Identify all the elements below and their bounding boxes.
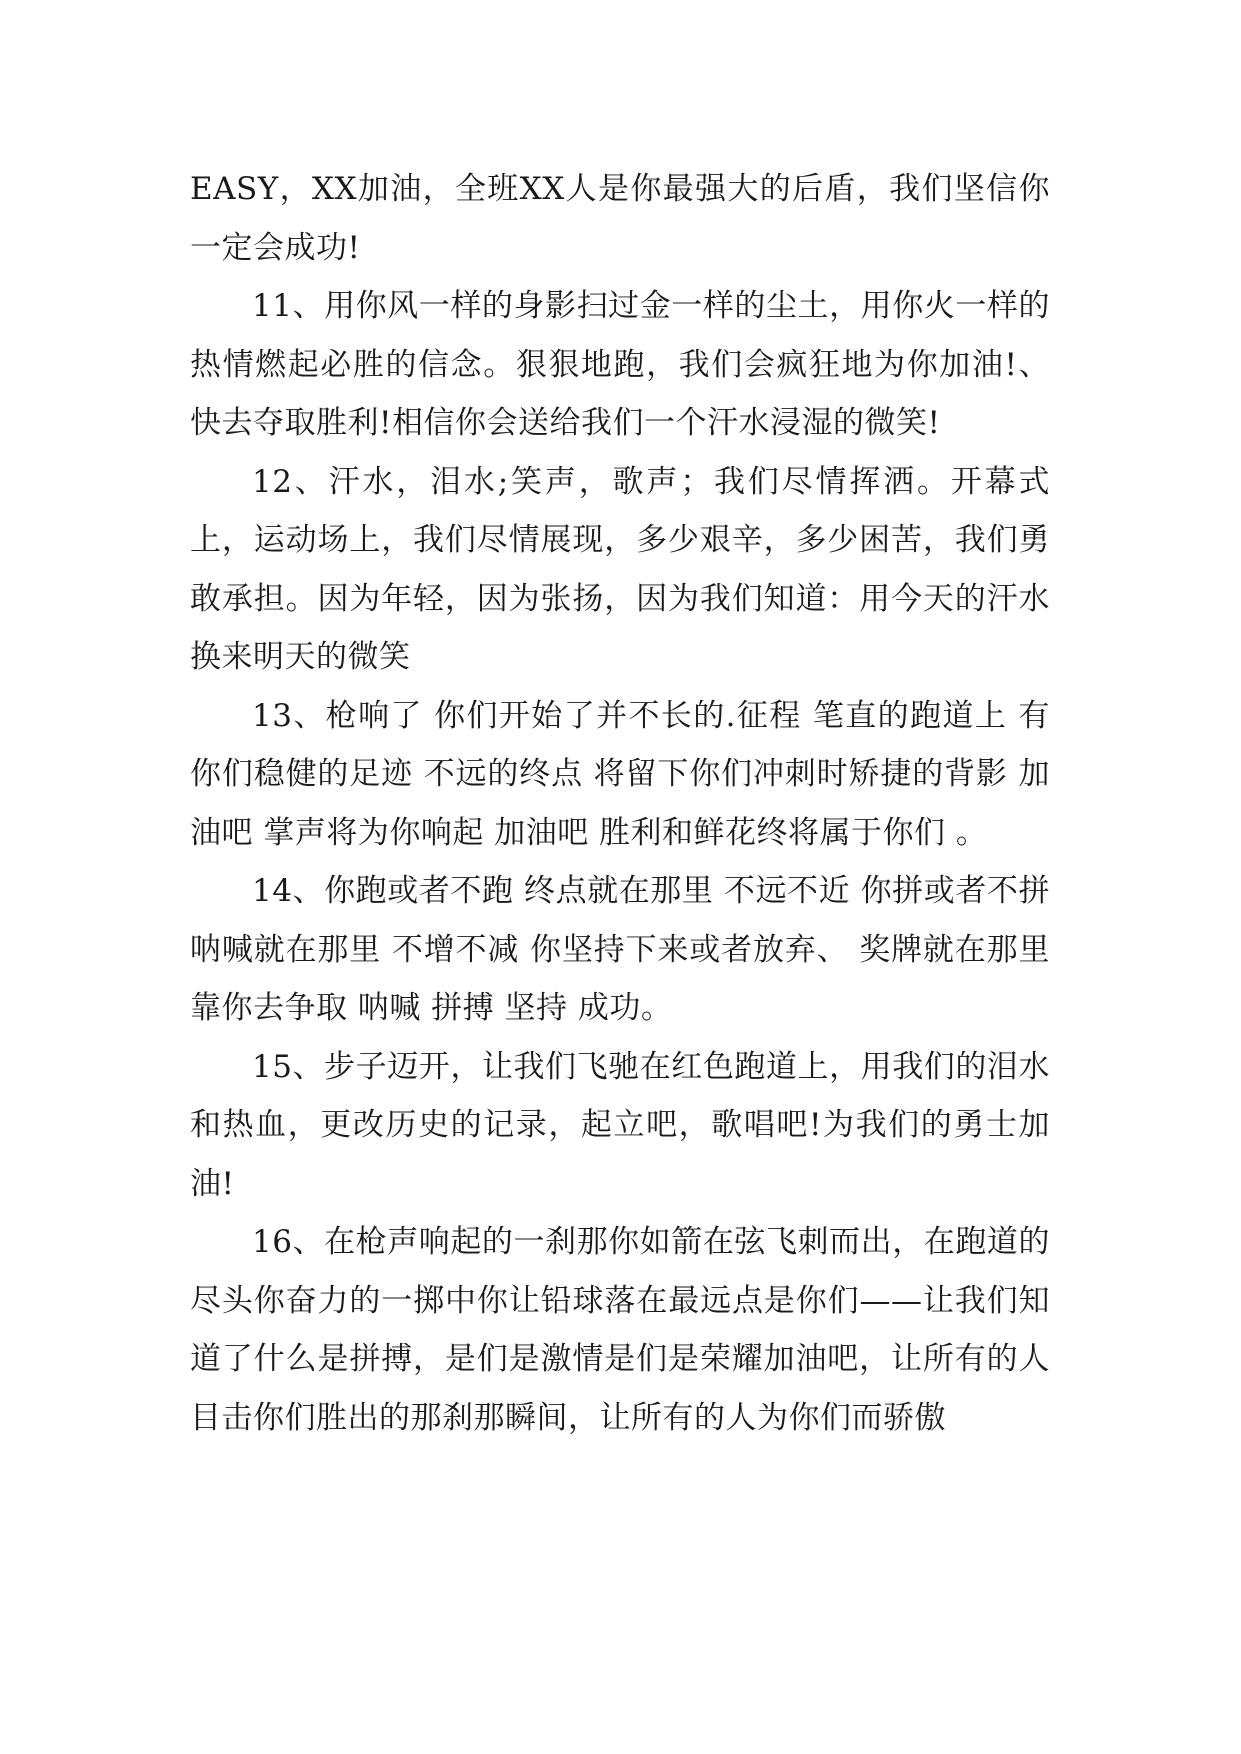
paragraph-11: 11、用你风一样的身影扫过金一样的尘土，用你火一样的热情燃起必胜的信念。狠狠地跑，我们会疯狂地为你加油!、快去夺取胜利!相信你会送给我们一个汗水浸湿的微笑!: [190, 288, 1050, 441]
document-body: [190, 160, 1050, 1447]
paragraph-15: 15、步子迈开，让我们飞驰在红色跑道上，用我们的泪水和热血，更改历史的记录，起立吧，歌唱吧!为我们的勇士加油!: [190, 1048, 1050, 1202]
paragraph-14: 14、你跑或者不跑 终点就在那里 不远不近 你拼或者不拼 呐喊就在那里 不增不减 你坚持下来或者放弃、 奖牌就在那里 靠你去争取 呐喊 拼搏 坚持 成功。: [190, 873, 1050, 1026]
paragraph-12: 12、汗水，泪水;笑声，歌声；我们尽情挥洒。开幕式上，运动场上，我们尽情展现，多少艰辛，多少困苦，我们勇敢承担。因为年轻，因为张扬，因为我们知道：用今天的汗水换来明天的微笑: [190, 463, 1050, 675]
paragraph-16: 16、在枪声响起的一刹那你如箭在弦飞刺而出，在跑道的尽头你奋力的一掷中你让铅球落在最远点是你们——让我们知道了什么是拼搏，是们是激情是们是荣耀加油吧，让所有的人目击你们胜出的那刹那瞬间，让所有的人为你们而骄傲: [190, 1224, 1050, 1436]
paragraph-continuation: EASY，XX加油，全班XX人是你最强大的后盾，我们坚信你一定会成功!: [190, 171, 1050, 266]
paragraph-13: 13、枪响了 你们开始了并不长的.征程 笔直的跑道上 有你们稳健的足迹 不远的终点 将留下你们冲刺时矫捷的背影 加油吧 掌声将为你响起 加油吧 胜利和鲜花终将属于你们 。: [190, 697, 1050, 851]
